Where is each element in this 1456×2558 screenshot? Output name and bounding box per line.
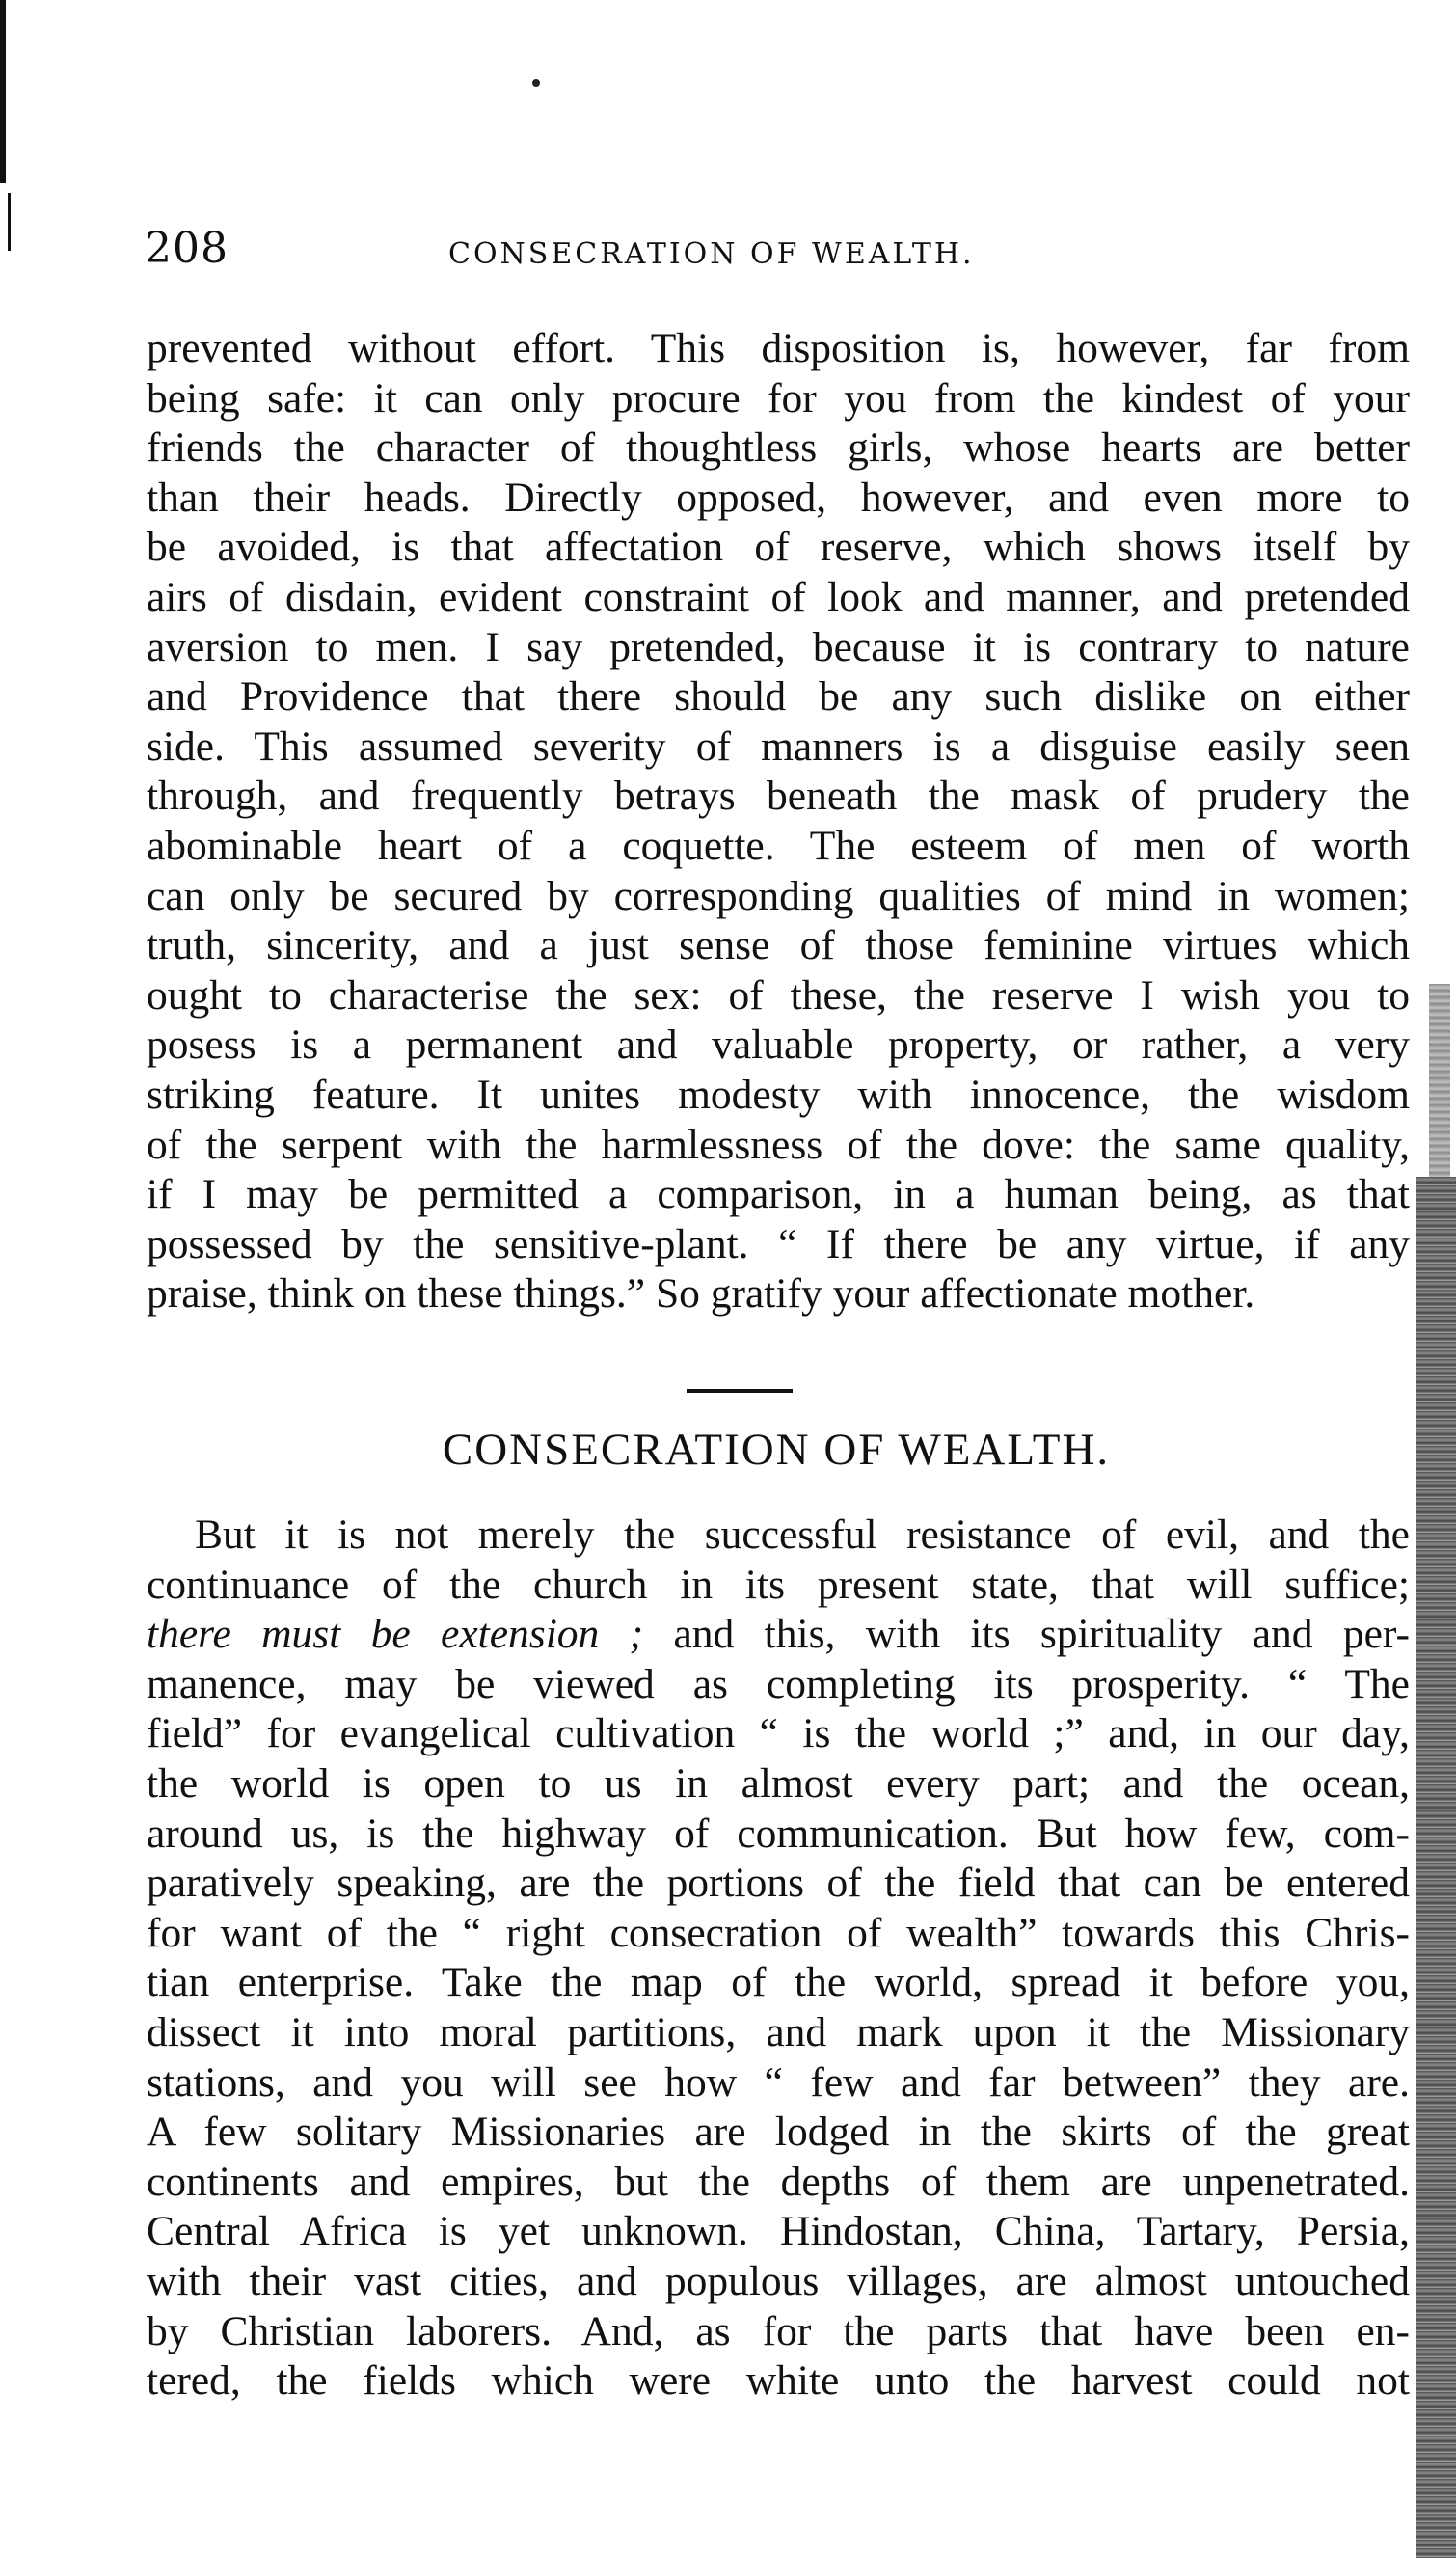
text-line: be avoided, is that affectation of reserve, which shows itself by bbox=[147, 524, 1410, 571]
section-title: CONSECRATION OF WEALTH. bbox=[442, 1425, 1111, 1475]
text-line: paratively speaking, are the portions of the field that can be entered bbox=[147, 1860, 1410, 1907]
text-line: dissect it into moral partitions, and mark upon it the Missionary bbox=[147, 2008, 1410, 2055]
text-line: of the serpent with the harmlessness of the dove: the same quality, bbox=[147, 1121, 1410, 1168]
text-line: Central Africa is yet unknown. Hindostan, China, Tartary, Persia, bbox=[147, 2208, 1410, 2255]
text-line: ought to characterise the sex: of these, the reserve I wish you to bbox=[147, 971, 1410, 1019]
text-line: side. This assumed severity of manners is a disguise easily seen bbox=[147, 722, 1410, 770]
running-head: CONSECRATION OF WEALTH. bbox=[448, 237, 975, 271]
text-line: posess is a permanent and valuable property, or rather, a very bbox=[147, 1021, 1410, 1069]
text-line: abominable heart of a coquette. The esteem of men of worth bbox=[147, 822, 1410, 869]
scan-gutter-shadow bbox=[1429, 984, 1450, 1177]
section-divider-rule bbox=[687, 1389, 793, 1393]
text-line: striking feature. It unites modesty with innocence, the wisdom bbox=[147, 1071, 1410, 1118]
text-line: A few solitary Missionaries are lodged in the skirts of the great bbox=[147, 2109, 1410, 2156]
text-line: being safe: it can only procure for you from the kindest of your bbox=[147, 374, 1410, 422]
text-line: and Providence that there should be any such dislike on either bbox=[147, 673, 1410, 721]
page-number: 208 bbox=[145, 224, 229, 273]
text-line: can only be secured by corresponding qualities of mind in women; bbox=[147, 872, 1410, 919]
text-line: than their heads. Directly opposed, however, and even more to bbox=[147, 474, 1410, 521]
text-line: praise, think on these things.” So gratify your affectionate mother. bbox=[147, 1270, 1255, 1318]
text-line bbox=[147, 1610, 1410, 1660]
text-line: by Christian laborers. And, as for the parts that have been en- bbox=[147, 2307, 1410, 2354]
text-line: if I may be permitted a comparison, in a human being, as that bbox=[147, 1171, 1410, 1218]
binding-edge-mark bbox=[8, 193, 11, 251]
text-line: field” for evangelical cultivation “ is the world ;” and, in our day, bbox=[147, 1710, 1410, 1757]
paragraph-continued bbox=[147, 324, 1410, 1320]
emphasized-text: there must be extension ; bbox=[147, 1611, 644, 1658]
text-line: continents and empires, but the depths of them are unpenetrated. bbox=[147, 2158, 1410, 2205]
text-line: manence, may be viewed as completing its prosperity. “ The bbox=[147, 1660, 1410, 1707]
text-line: through, and frequently betrays beneath the mask of prudery the bbox=[147, 773, 1410, 820]
text-line: truth, sincerity, and a just sense of those feminine virtues which bbox=[147, 922, 1410, 969]
section-paragraph bbox=[147, 1510, 1410, 2407]
text-line: possessed by the sensitive-plant. “ If there be any virtue, if any bbox=[147, 1220, 1410, 1267]
binding-edge-mark bbox=[0, 0, 6, 183]
text-line: tian enterprise. Take the map of the world, spread it before you, bbox=[147, 1959, 1410, 2006]
ink-speck bbox=[532, 79, 540, 87]
text-line: around us, is the highway of communication. But how few, com- bbox=[147, 1810, 1410, 1857]
text-line: airs of disdain, evident constraint of look and manner, and pretended bbox=[147, 573, 1410, 620]
text-line: aversion to men. I say pretended, because it is contrary to nature bbox=[147, 623, 1410, 670]
text-line: prevented without effort. This disposition is, however, far from bbox=[147, 325, 1410, 371]
text-line: for want of the “ right consecration of wealth” towards this Chris- bbox=[147, 1909, 1410, 1956]
text-line: friends the character of thoughtless girls, whose hearts are better bbox=[147, 424, 1410, 472]
text-line: tered, the fields which were white unto the harvest could not bbox=[147, 2357, 1410, 2405]
text-line: continuance of the church in its present state, that will suffice; bbox=[147, 1561, 1410, 1608]
text-line: the world is open to us in almost every part; and the ocean, bbox=[147, 1759, 1410, 1807]
text-line: with their vast cities, and populous villages, are almost untouched bbox=[147, 2257, 1410, 2304]
page-header bbox=[145, 224, 1379, 291]
scan-gutter-shadow bbox=[1416, 1177, 1456, 2558]
text-line: stations, and you will see how “ few and far between” they are. bbox=[147, 2058, 1410, 2106]
text-line: But it is not merely the successful resistance of evil, and the bbox=[195, 1511, 1410, 1558]
text-fragment: and this, with its spirituality and per- bbox=[643, 1611, 1410, 1658]
